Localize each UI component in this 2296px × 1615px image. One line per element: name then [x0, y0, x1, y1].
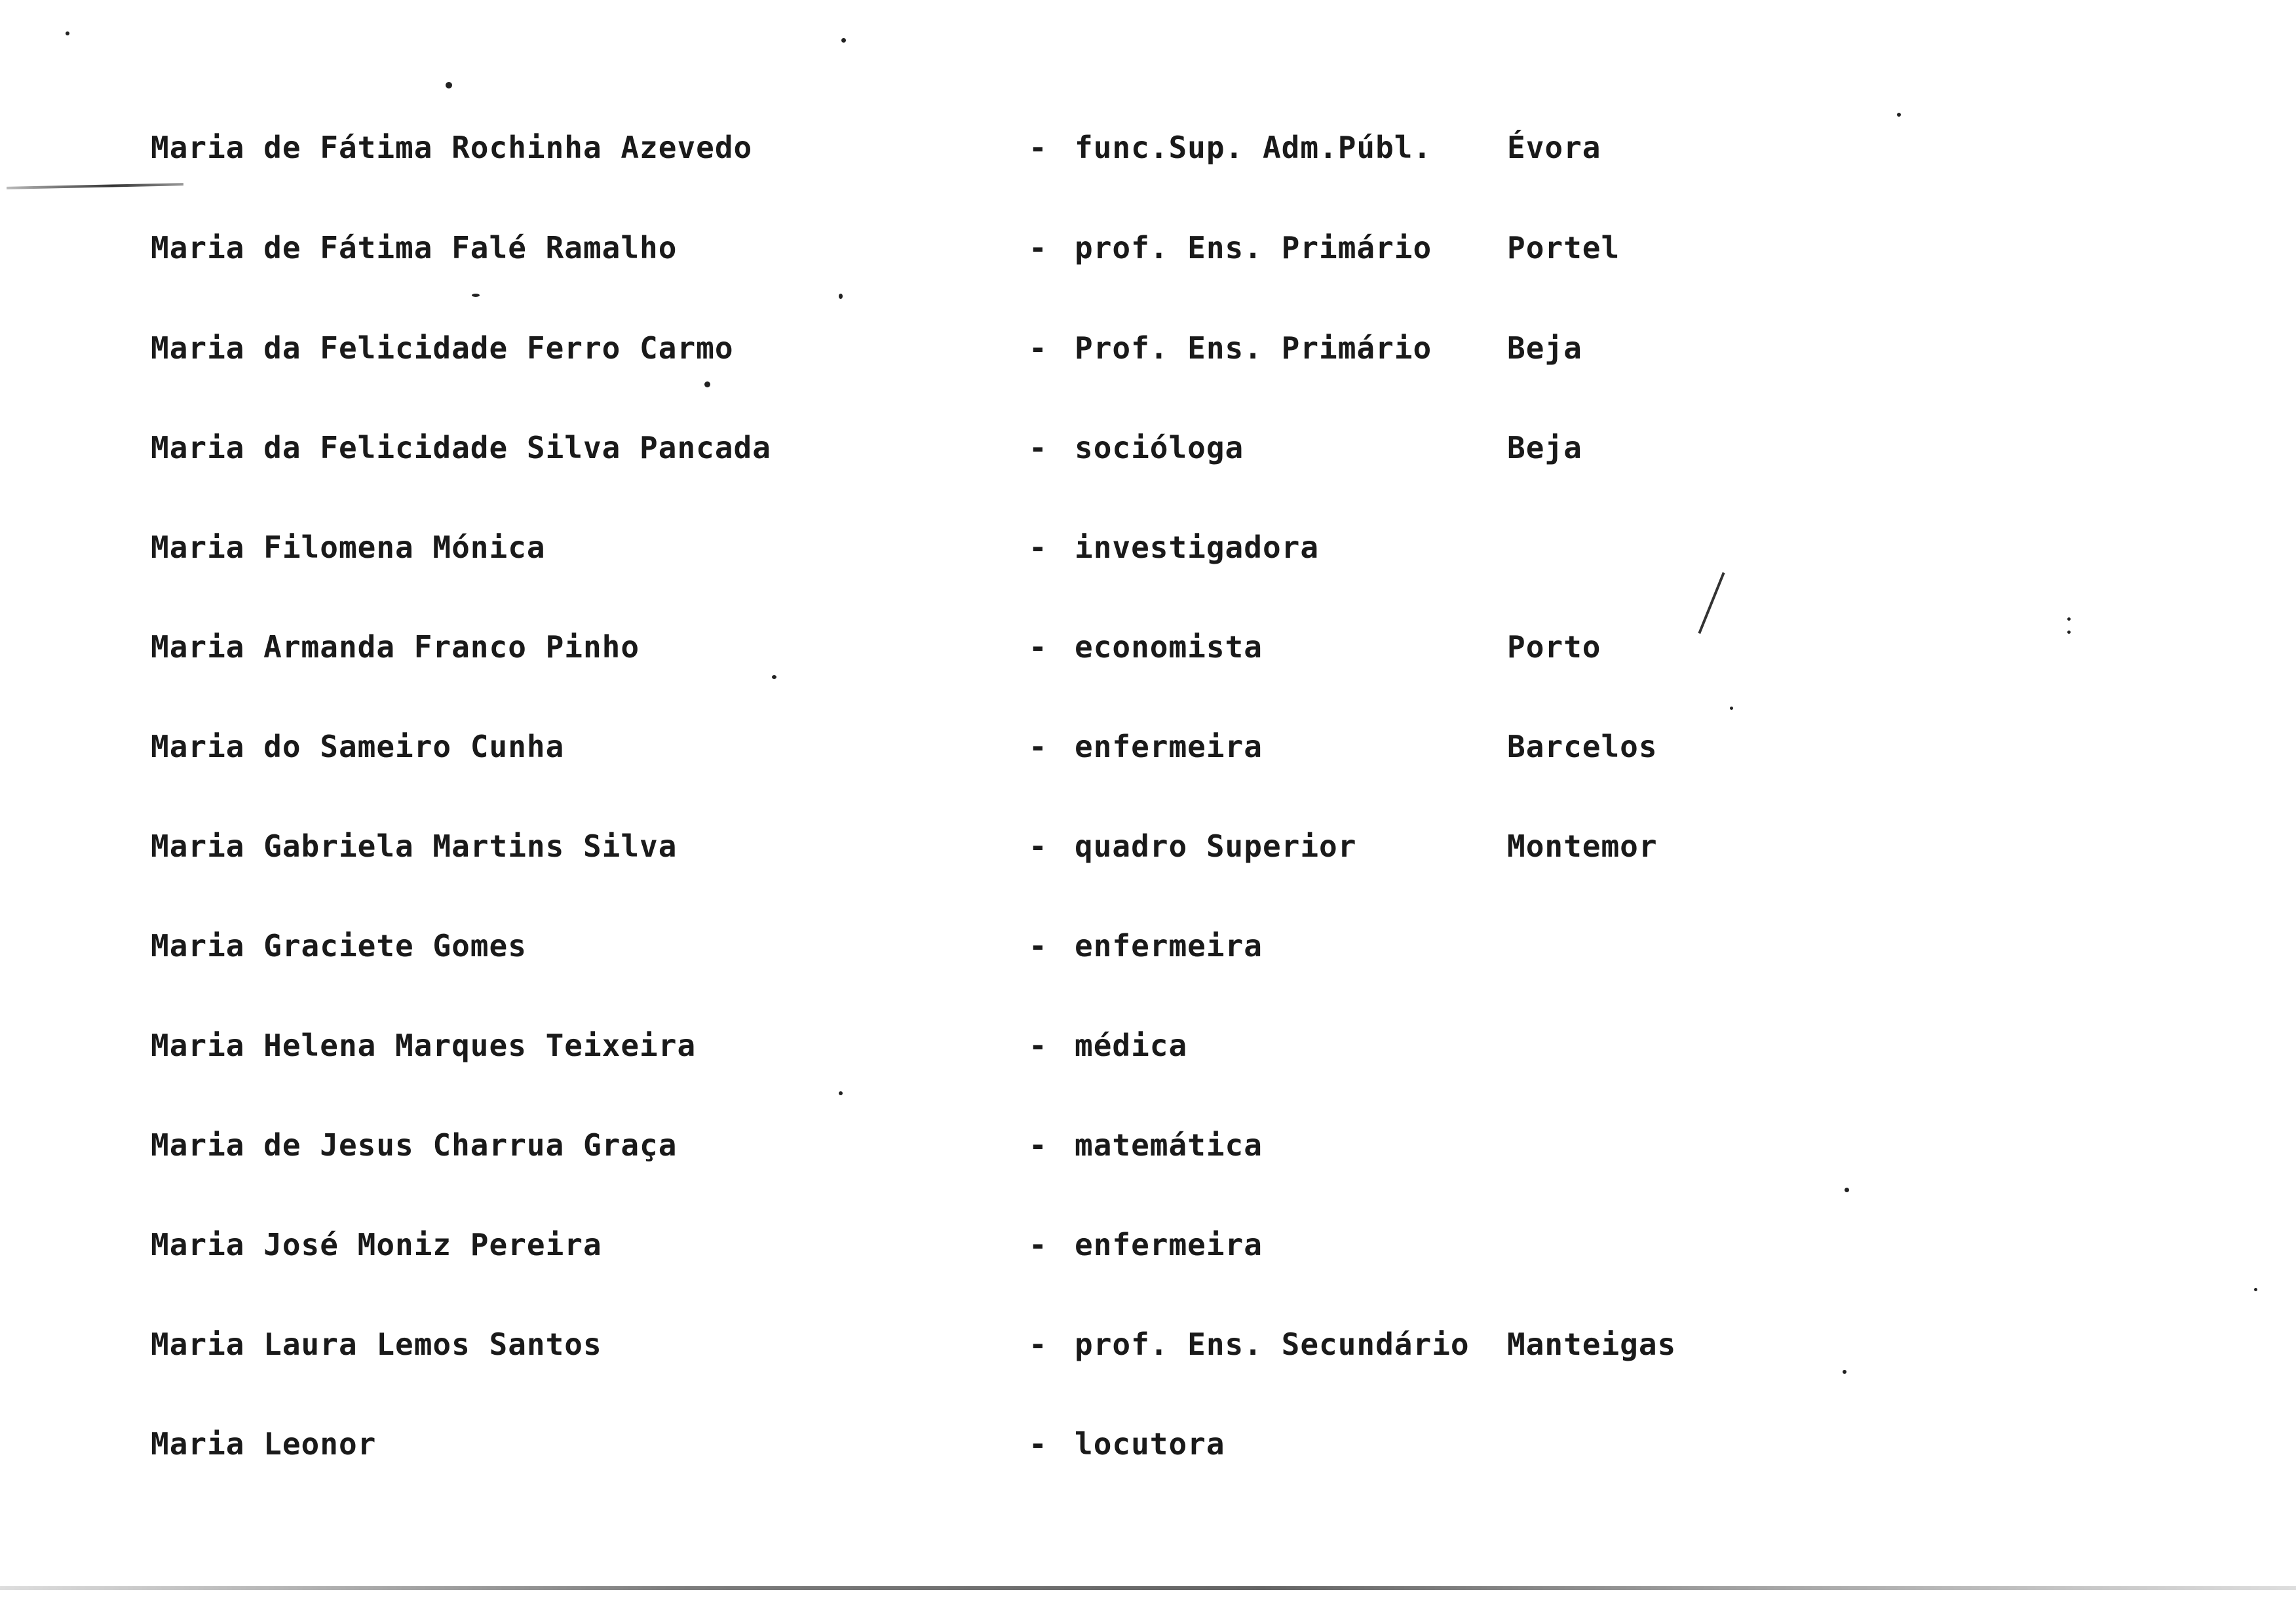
separator-dash: -: [1029, 928, 1048, 963]
separator-dash: -: [1029, 430, 1048, 465]
scan-bottom-edge: [0, 1586, 2296, 1590]
occupation: prof. Ens. Secundário: [1075, 1327, 1470, 1362]
list-item: [0, 1119, 2296, 1171]
separator-dash: -: [1029, 1426, 1048, 1462]
occupation: matemática: [1075, 1127, 1263, 1163]
occupation: socióloga: [1075, 430, 1244, 465]
place: Montemor: [1507, 828, 1658, 864]
person-name: Maria de Fátima Falé Ramalho: [151, 230, 678, 265]
list-item: [0, 1318, 2296, 1371]
list-item: [0, 521, 2296, 574]
separator-dash: -: [1029, 729, 1048, 764]
list-item: [0, 621, 2296, 673]
scan-speck: [2254, 1288, 2257, 1291]
scan-speck: [446, 82, 452, 88]
place: Évora: [1507, 130, 1601, 165]
list-item: [0, 1218, 2296, 1271]
occupation: locutora: [1075, 1426, 1225, 1462]
person-name: Maria Leonor: [151, 1426, 377, 1462]
place: Portel: [1507, 230, 1620, 265]
place: Beja: [1507, 430, 1582, 465]
separator-dash: -: [1029, 330, 1048, 366]
place: Barcelos: [1507, 729, 1658, 764]
separator-dash: -: [1029, 1127, 1048, 1163]
list-item: [0, 421, 2296, 474]
person-name: Maria Filomena Mónica: [151, 530, 546, 565]
occupation: médica: [1075, 1028, 1188, 1063]
list-item: [0, 1418, 2296, 1470]
list-item: [0, 920, 2296, 972]
scan-speck: [1845, 1188, 1849, 1192]
scan-speck: [1730, 707, 1733, 710]
scan-speck: [772, 675, 776, 679]
person-name: Maria da Felicidade Silva Pancada: [151, 430, 771, 465]
person-name: Maria José Moniz Pereira: [151, 1227, 602, 1262]
separator-dash: -: [1029, 629, 1048, 665]
scan-speck: [66, 31, 69, 35]
list-item: [0, 720, 2296, 773]
place: Manteigas: [1507, 1327, 1677, 1362]
list-item: [0, 222, 2296, 274]
scan-speck: [2067, 631, 2071, 634]
separator-dash: -: [1029, 230, 1048, 265]
person-name: Maria Laura Lemos Santos: [151, 1327, 602, 1362]
occupation: investigadora: [1075, 530, 1320, 565]
list-item: [0, 322, 2296, 374]
person-name: Maria Helena Marques Teixeira: [151, 1028, 697, 1063]
person-name: Maria do Sameiro Cunha: [151, 729, 565, 764]
separator-dash: -: [1029, 828, 1048, 864]
separator-dash: -: [1029, 1227, 1048, 1262]
separator-dash: -: [1029, 1028, 1048, 1063]
scan-speck: [704, 381, 710, 387]
person-name: Maria Graciete Gomes: [151, 928, 527, 963]
list-item: [0, 121, 2296, 174]
occupation: Prof. Ens. Primário: [1075, 330, 1432, 366]
place: Porto: [1507, 629, 1601, 665]
separator-dash: -: [1029, 130, 1048, 165]
scan-speck: [1897, 113, 1901, 117]
occupation: economista: [1075, 629, 1263, 665]
separator-dash: -: [1029, 530, 1048, 565]
occupation: prof. Ens. Primário: [1075, 230, 1432, 265]
scan-stroke-mark: [7, 183, 183, 189]
occupation: quadro Superior: [1075, 828, 1357, 864]
person-name: Maria da Felicidade Ferro Carmo: [151, 330, 734, 366]
place: Beja: [1507, 330, 1582, 366]
scan-speck: [2067, 617, 2071, 621]
person-name: Maria de Fátima Rochinha Azevedo: [151, 130, 753, 165]
scan-speck: [841, 38, 846, 43]
scan-speck: [472, 294, 480, 297]
list-item: [0, 820, 2296, 872]
occupation: func.Sup. Adm.Públ.: [1075, 130, 1432, 165]
occupation: enfermeira: [1075, 729, 1263, 764]
scan-speck: [1843, 1370, 1846, 1374]
person-name: Maria Gabriela Martins Silva: [151, 828, 678, 864]
occupation: enfermeira: [1075, 1227, 1263, 1262]
list-item: [0, 1019, 2296, 1072]
person-name: Maria Armanda Franco Pinho: [151, 629, 640, 665]
person-name: Maria de Jesus Charrua Graça: [151, 1127, 678, 1163]
scan-speck: [839, 294, 843, 299]
scan-speck: [839, 1091, 843, 1095]
occupation: enfermeira: [1075, 928, 1263, 963]
separator-dash: -: [1029, 1327, 1048, 1362]
